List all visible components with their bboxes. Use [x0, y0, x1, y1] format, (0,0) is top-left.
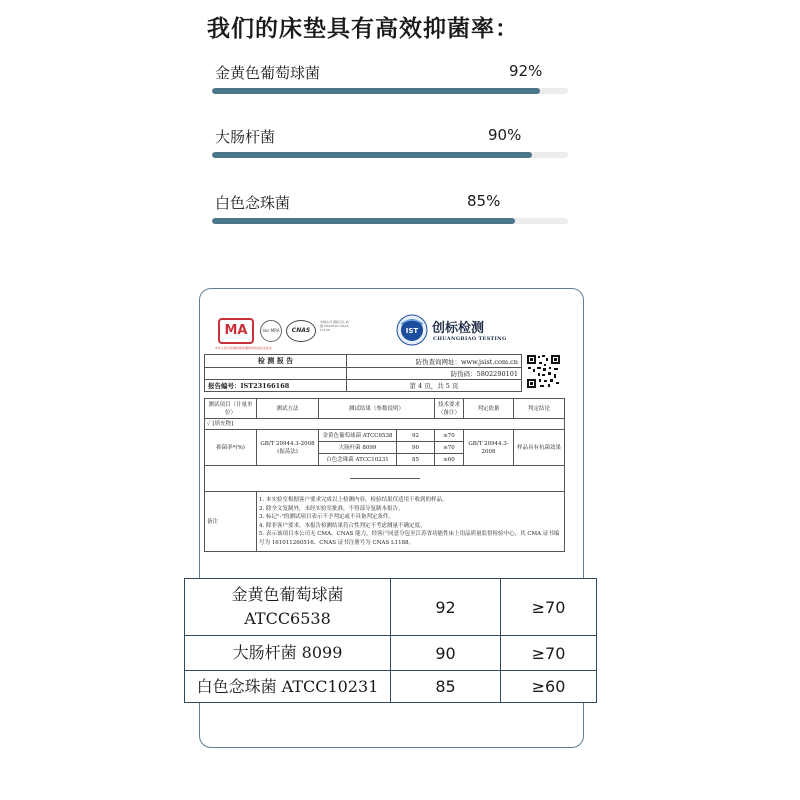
- zoom-value: 85: [391, 671, 501, 703]
- brand-subtitle: CHUANGBIAO TESTING: [433, 336, 507, 342]
- header-result: 测试结果（参数说明）: [319, 399, 435, 419]
- ist-logo-icon: [396, 314, 428, 346]
- section-row: [205, 419, 565, 430]
- zoom-requirement: ≥70: [501, 579, 597, 636]
- zoom-row: [185, 671, 597, 703]
- result-value: 90: [397, 442, 435, 454]
- headline: 我们的床垫具有高效抑菌率：: [207, 16, 519, 42]
- page-info: 第 4 页，共 5 页: [347, 380, 522, 392]
- bar-label: 金黄色葡萄球菌: [215, 64, 321, 82]
- anti-fake-code: 防伪码：5802290101: [347, 368, 522, 380]
- result-requirement: ≥70: [435, 442, 464, 454]
- test-result-table: [204, 398, 565, 552]
- bar-label: 白色念珠菌: [215, 194, 291, 212]
- header-method: 测试方法: [257, 399, 319, 419]
- cert-logos: [215, 314, 398, 354]
- bar-percent: 92%: [509, 62, 543, 80]
- blank-row: [205, 466, 565, 492]
- result-requirement: ≥60: [435, 454, 464, 466]
- test-report: [204, 306, 570, 578]
- brand-name: 创标检测: [432, 321, 485, 336]
- zoom-requirement: ≥70: [501, 636, 597, 671]
- zoom-row: [185, 636, 597, 671]
- cnas-caption: 中国认可 国际互认 检测 TESTING CNAS L1188: [320, 320, 349, 332]
- bar-track: [212, 218, 568, 224]
- bar-track: [212, 152, 568, 158]
- ist-badge-text: IST: [405, 327, 419, 335]
- report-number: 报告编号：IST23166168: [205, 380, 347, 392]
- header-item: 测试项目（计量单位）: [205, 399, 257, 419]
- result-name: 白色念珠菌 ATCC10231: [319, 454, 397, 466]
- header-requirement: 技术要求（备注）: [435, 399, 464, 419]
- note-line: 3. 标记"-"的测试项目表示不予判定或不具备判定条件。: [259, 514, 394, 520]
- basis-cell: GB/T 20944.3-2008: [464, 430, 514, 466]
- zoom-value: 90: [391, 636, 501, 671]
- ma-logo: MA: [218, 318, 254, 344]
- bar-percent: 90%: [488, 126, 522, 144]
- result-name: 金黄色葡萄球菌 ATCC6538: [319, 430, 397, 442]
- note-line: 5. 表示该项目本公司无 CMA、CNAS 能力，经客户同意分包至江苏省功能性床上用品质量监督检验中心，其 CMA 证书编号为 161011260516、CNAS 证书注册号为 CNAS L1188。: [259, 531, 560, 546]
- bar-fill: [212, 88, 540, 94]
- ilac-logo: ilac-MRA: [260, 320, 282, 342]
- zoom-result-table: [184, 578, 597, 703]
- method-cell: GB/T 20944.3-2008 (振荡法): [257, 430, 319, 466]
- zoom-requirement: ≥60: [501, 671, 597, 703]
- zoom-name: 大肠杆菌 8099: [185, 636, 391, 671]
- bar-track: [212, 88, 568, 94]
- qr-code-icon: [526, 354, 561, 389]
- notes-cell: [257, 492, 565, 552]
- report-header-table: [204, 354, 522, 392]
- zoom-row: [185, 579, 597, 636]
- result-requirement: ≥70: [435, 430, 464, 442]
- report-title: 检 测 报 告: [205, 355, 347, 368]
- item-name: 抑菌率*(%): [205, 430, 257, 466]
- note-line: 4. 除非客户要求，本报告检测结果符合性判定不考虑测量不确定度。: [259, 522, 426, 529]
- header-conclusion: 判定结论: [514, 399, 565, 419]
- zoom-name: [185, 579, 391, 636]
- result-value: 85: [397, 454, 435, 466]
- result-name: 大肠杆菌 8099: [319, 442, 397, 454]
- cnas-logo: CNAS: [286, 320, 316, 342]
- ma-caption: 中华人民共和国检验检测机构资质认定标志: [215, 346, 273, 350]
- divider: [350, 478, 420, 479]
- query-site: 防伪查询网址：www.jsist.com.cn: [347, 355, 522, 368]
- blank-cell: [205, 368, 347, 380]
- header-basis: 判定依据: [464, 399, 514, 419]
- bar-label: 大肠杆菌: [215, 128, 276, 146]
- check-icon: ✓: [207, 421, 211, 427]
- result-value: 92: [397, 430, 435, 442]
- bar-fill: [212, 218, 515, 224]
- notes-label: 备注: [205, 492, 257, 552]
- note-line: 1. 本实验室根据客户要求完成以上检测内容，检验结果仅适用于收到的样品。: [259, 497, 448, 503]
- section-label: [填充物]: [212, 421, 234, 427]
- zoom-name: 白色念珠菌 ATCC10231: [185, 671, 391, 703]
- zoom-value: 92: [391, 579, 501, 636]
- note-line: 2. 除全文复制外，未经实验室批准，不得部分复制本报告。: [259, 505, 404, 512]
- zoom-name-line: 金黄色葡萄球菌: [231, 585, 344, 604]
- conclusion-cell: 样品具有抗菌效果: [514, 430, 565, 466]
- zoom-name-line: ATCC6538: [244, 609, 331, 628]
- bar-fill: [212, 152, 532, 158]
- bar-percent: 85%: [467, 192, 501, 210]
